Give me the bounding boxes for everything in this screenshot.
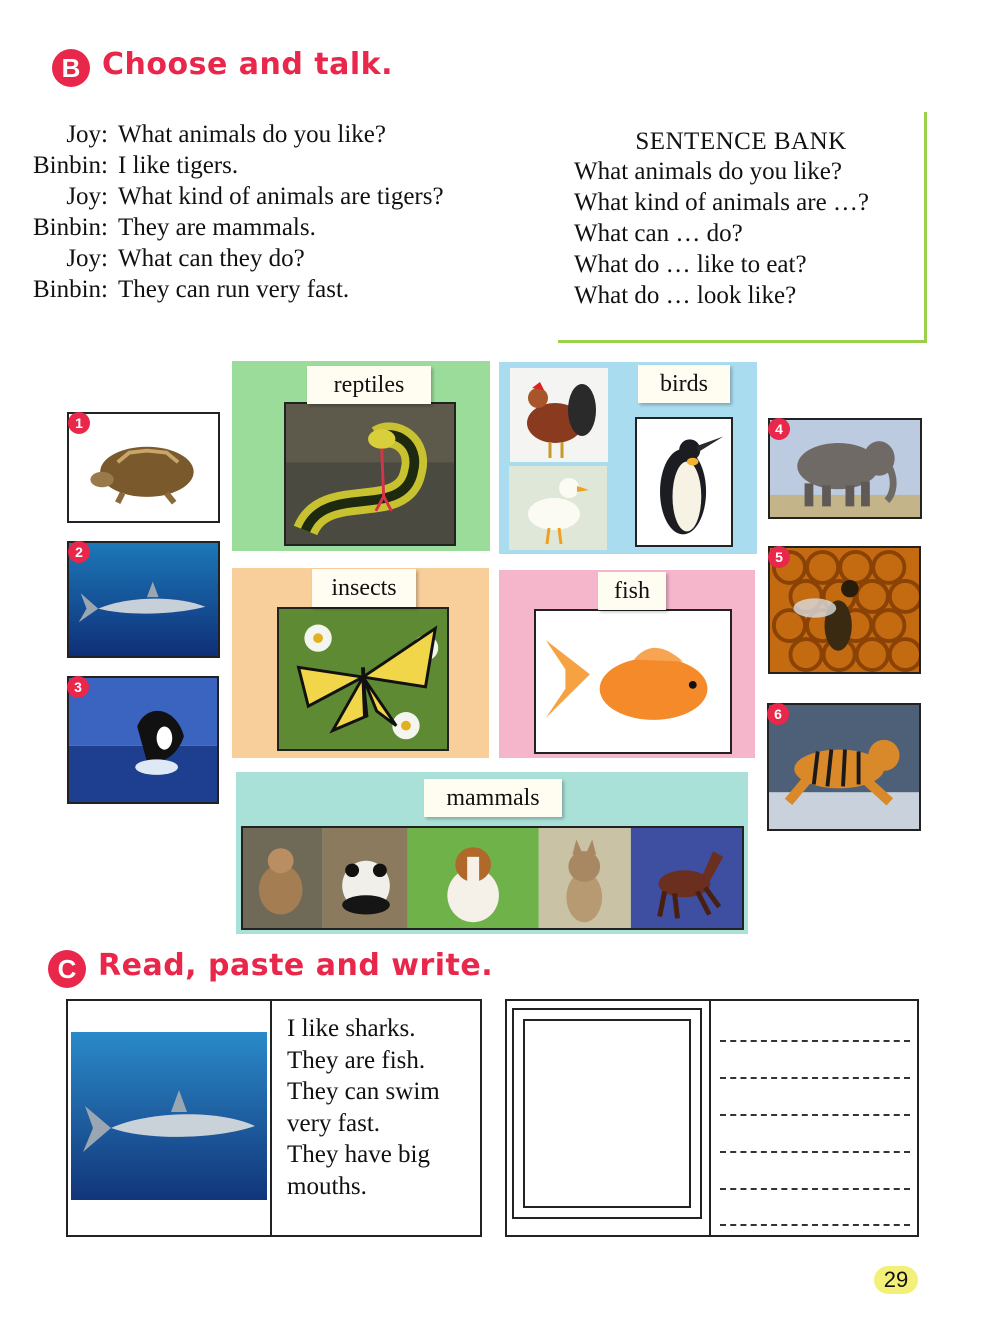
number-badge-6: 6 [767, 703, 789, 725]
rooster-photo [510, 368, 608, 462]
writing-line[interactable] [720, 1114, 910, 1116]
example-shark-photo [71, 1032, 267, 1200]
penguin-photo [635, 417, 733, 547]
example-line: very fast. [287, 1109, 381, 1137]
sentence-bank-title: SENTENCE BANK [635, 128, 847, 155]
sentence-bank-line: What do … look like? [574, 282, 797, 309]
example-text [287, 1013, 440, 1202]
snake-photo [284, 402, 456, 546]
speaker: Binbin: [32, 214, 108, 241]
goldfish-photo [534, 609, 732, 754]
utterance: What animals do you like? [118, 121, 386, 148]
number-badge-5: 5 [768, 546, 790, 568]
label-mammals: mammals [424, 779, 562, 817]
sentence-bank-line: What kind of animals are …? [574, 189, 870, 216]
sentence-bank-line: What do … like to eat? [574, 251, 807, 278]
number-badge-3: 3 [67, 676, 89, 698]
writing-line[interactable] [720, 1077, 910, 1079]
sentence-bank-line: What can … do? [574, 220, 743, 247]
label-insects: insects [312, 569, 416, 607]
dialogue-line [20, 212, 444, 243]
number-badge-4: 4 [768, 418, 790, 440]
dialogue-line [20, 119, 444, 150]
butterfly-photo [277, 607, 449, 751]
example-line: mouths. [287, 1172, 367, 1200]
utterance: I like tigers. [118, 152, 239, 179]
utterance: They are mammals. [118, 214, 316, 241]
paste-area[interactable] [523, 1019, 691, 1208]
dialogue-line [20, 181, 444, 212]
mammals-photo-strip [241, 826, 744, 930]
page-number: 29 [874, 1266, 918, 1294]
writing-line[interactable] [720, 1151, 910, 1153]
example-line: I like sharks. [287, 1015, 416, 1042]
utterance: They can run very fast. [118, 276, 350, 303]
sentence-bank [558, 112, 927, 343]
section-b-badge: B [52, 49, 90, 87]
section-c-badge: C [48, 950, 86, 988]
example-line: They can swim [287, 1078, 440, 1105]
shark-photo[interactable] [67, 541, 220, 658]
dialogue [20, 119, 444, 305]
number-badge-1: 1 [68, 412, 90, 434]
utterance: What kind of animals are tigers? [118, 183, 444, 210]
label-reptiles: reptiles [307, 366, 431, 404]
blank-book-spine [709, 999, 711, 1237]
duck-photo [509, 466, 607, 550]
speaker: Binbin: [32, 152, 108, 179]
section-b-title: Choose and talk. [102, 47, 393, 82]
book-spine [270, 999, 272, 1237]
sentence-bank-line: What animals do you like? [574, 158, 842, 185]
dialogue-line [20, 150, 444, 181]
tortoise-photo[interactable] [67, 412, 220, 523]
number-badge-2: 2 [68, 541, 90, 563]
writing-line[interactable] [720, 1188, 910, 1190]
killer-whale-photo[interactable] [67, 676, 219, 804]
dialogue-line [20, 274, 444, 305]
speaker: Joy: [66, 121, 108, 148]
bee-photo[interactable] [768, 546, 921, 674]
tiger-photo[interactable] [767, 703, 921, 831]
writing-line[interactable] [720, 1224, 910, 1226]
example-line: They are fish. [287, 1046, 426, 1074]
speaker: Binbin: [32, 276, 108, 303]
label-birds: birds [638, 365, 730, 403]
speaker: Joy: [66, 245, 108, 272]
elephant-photo[interactable] [768, 418, 922, 519]
writing-line[interactable] [720, 1040, 910, 1042]
example-line: They have big [287, 1141, 431, 1168]
label-fish: fish [598, 572, 666, 610]
speaker: Joy: [66, 183, 108, 210]
section-c-title: Read, paste and write. [98, 948, 494, 983]
utterance: What can they do? [118, 245, 305, 272]
dialogue-line [20, 243, 444, 274]
